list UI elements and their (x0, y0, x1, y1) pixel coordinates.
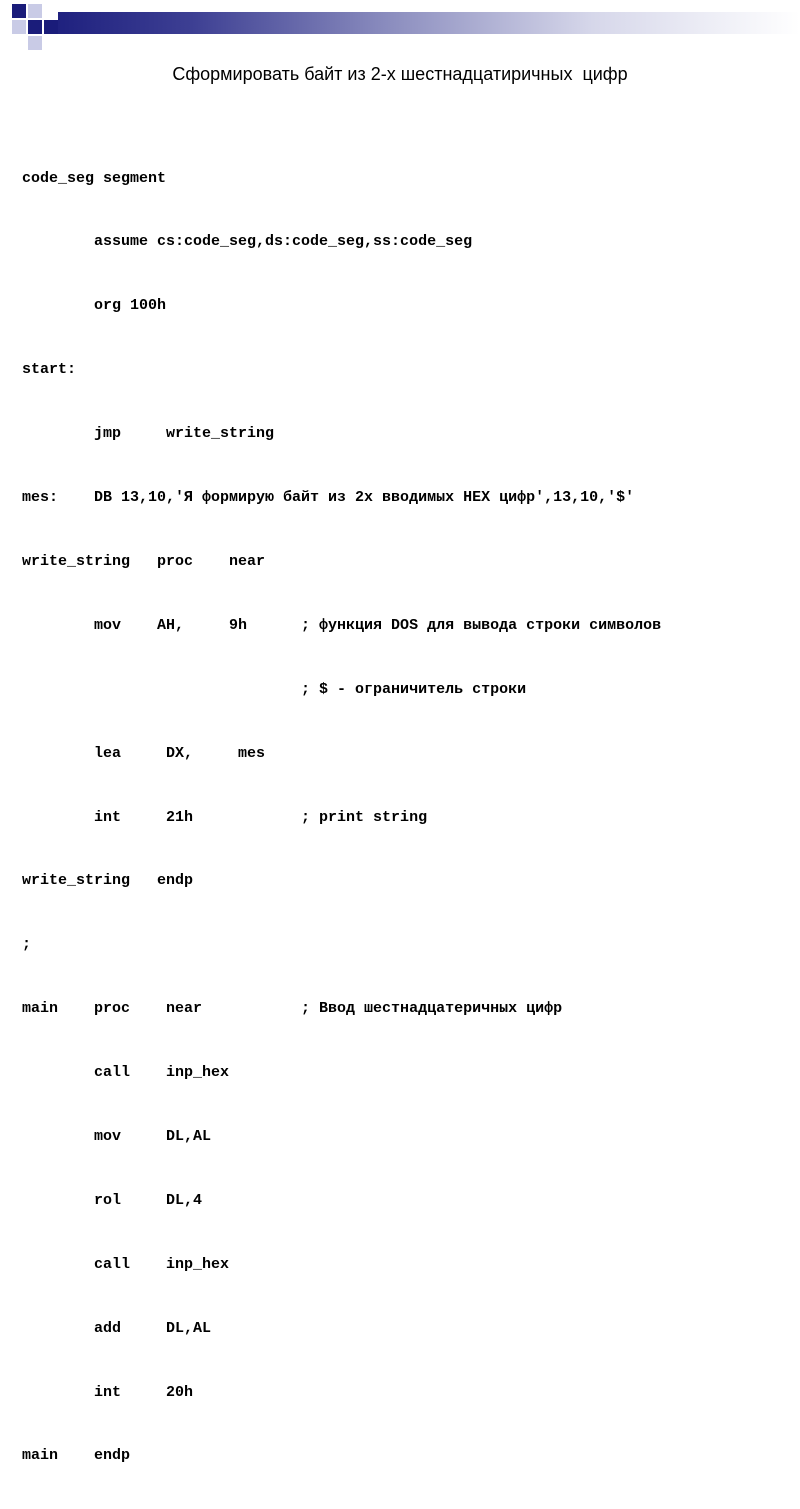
code-line: mov DL,AL (22, 1127, 212, 1145)
code-line: code_seg segment (22, 169, 167, 187)
code-line: lea DX, mes (22, 744, 266, 762)
code-listing (22, 125, 661, 1509)
decorative-square (28, 36, 42, 50)
code-line: add DL,AL (22, 1319, 212, 1337)
code-line: org 100h (22, 297, 167, 315)
code-line: start: (22, 361, 77, 379)
code-line: ; $ - ограничитель строки (22, 680, 527, 698)
decorative-square (44, 20, 58, 34)
code-line: write_string proc near (22, 552, 266, 570)
code-line: mes: DB 13,10,'Я формирую байт из 2х вводимых HEX цифр',13,10,'$' (22, 489, 635, 507)
code-line: ; (22, 936, 32, 954)
code-line: assume cs:code_seg,ds:code_seg,ss:code_seg (22, 233, 473, 251)
code-line: call inp_hex (22, 1064, 230, 1082)
code-line: rol DL,4 (22, 1191, 203, 1209)
decorative-square (28, 20, 42, 34)
code-line: main proc near ; Ввод шестнадцатеричных цифр (22, 1000, 563, 1018)
code-line: main endp (22, 1447, 131, 1465)
code-line: int 21h ; print string (22, 808, 428, 826)
decorative-square (12, 4, 26, 18)
slide-title: Сформировать байт из 2-х шестнадцатиричных цифр (172, 64, 628, 84)
code-line: mov AH, 9h ; функция DOS для вывода строки символов (22, 616, 662, 634)
decorative-square (28, 4, 42, 18)
decorative-square (12, 20, 26, 34)
header-gradient-bar (58, 12, 800, 34)
code-line: write_string endp (22, 872, 194, 890)
code-line: call inp_hex (22, 1255, 230, 1273)
code-line: jmp write_string (22, 425, 275, 443)
code-line: int 20h (22, 1383, 194, 1401)
